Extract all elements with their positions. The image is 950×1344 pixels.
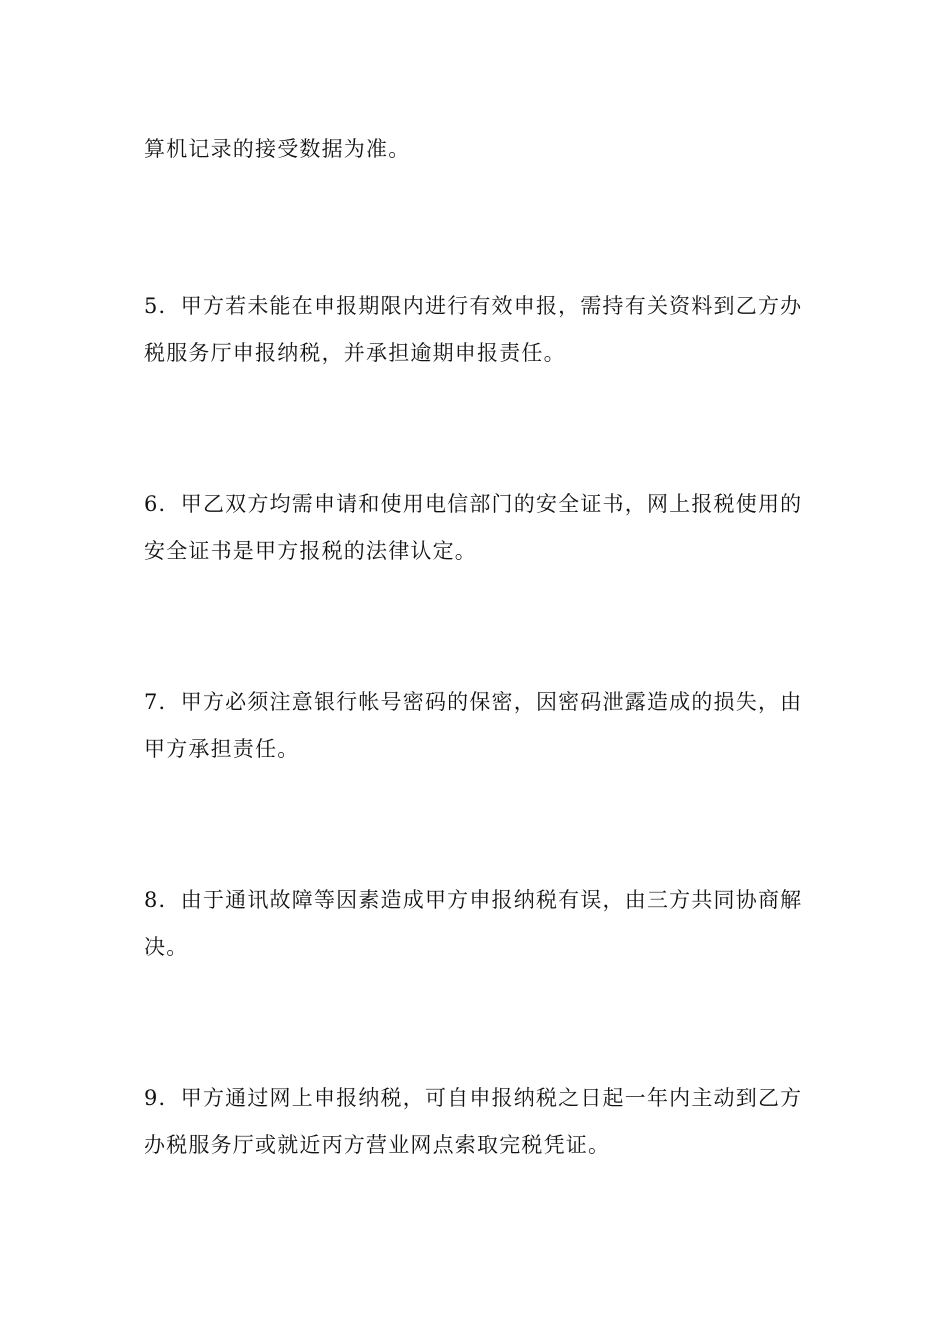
- paragraph-line: 6．甲乙双方均需申请和使用电信部门的安全证书，网上报税使用的: [144, 492, 803, 516]
- paragraph-clause-9: [144, 1075, 810, 1169]
- paragraph-line: 办税服务厅或就近丙方营业网点索取完税凭证。: [144, 1133, 611, 1157]
- paragraph-line: 5．甲方若未能在申报期限内进行有效申报，需持有关资料到乙方办: [144, 294, 803, 318]
- paragraph-clause-7: [144, 679, 810, 773]
- paragraph-line: 算机记录的接受数据为准。: [144, 137, 411, 161]
- paragraph-line: 甲方承担责任。: [144, 737, 300, 761]
- paragraph-line: 决。: [144, 935, 189, 959]
- paragraph-line: 安全证书是甲方报税的法律认定。: [144, 539, 477, 563]
- paragraph-line: 税服务厅申报纳税，并承担逾期申报责任。: [144, 341, 566, 365]
- paragraph-line: 9．甲方通过网上申报纳税，可自申报纳税之日起一年内主动到乙方: [144, 1086, 803, 1110]
- paragraph-clause-6: [144, 481, 810, 575]
- paragraph-line: 7．甲方必须注意银行帐号密码的保密，因密码泄露造成的损失，由: [144, 690, 803, 714]
- paragraph-clause-8: [144, 877, 810, 971]
- paragraph-line: 8．由于通讯故障等因素造成甲方申报纳税有误，由三方共同协商解: [144, 888, 803, 912]
- paragraph-continuation: [144, 126, 810, 173]
- paragraph-clause-5: [144, 283, 810, 377]
